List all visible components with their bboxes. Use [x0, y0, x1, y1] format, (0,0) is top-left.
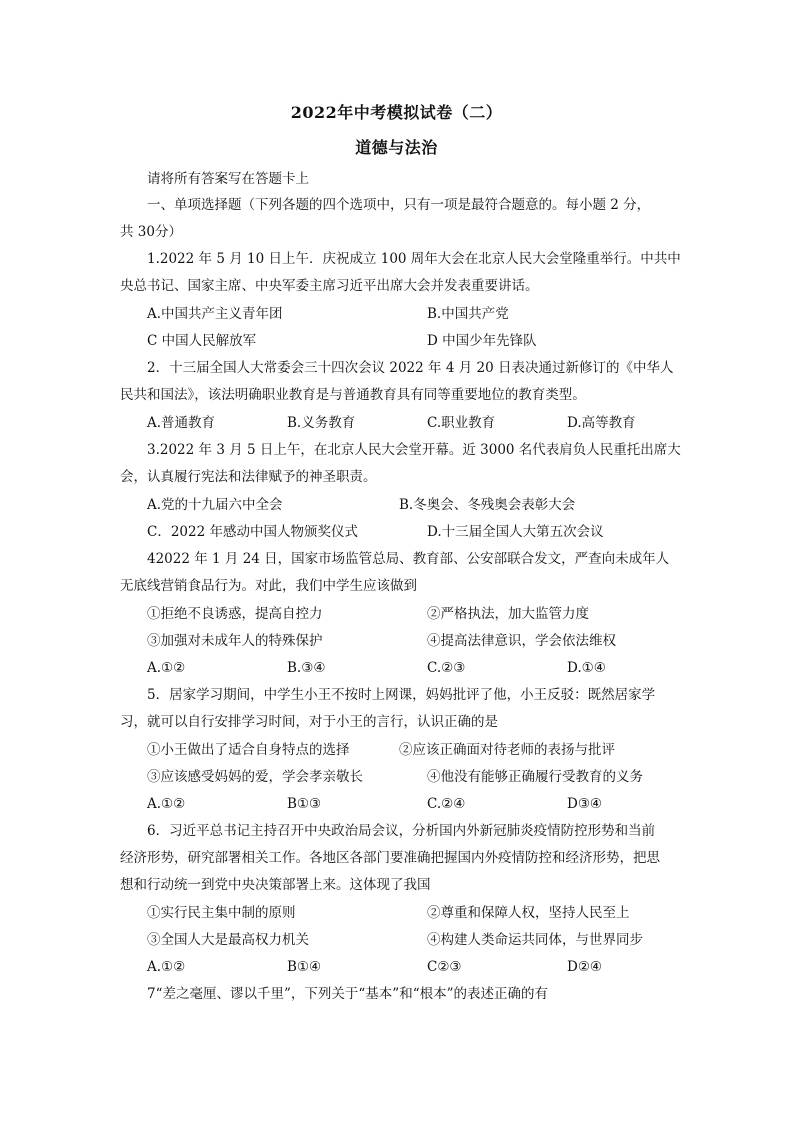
question-1-option-c: C 中国人民解放军: [147, 333, 257, 349]
question-2-stem: 2．十三届全国人大常委会三十四次会议 2022 年 4 月 20 日表决通过新修订的《中华人: [147, 360, 674, 376]
question-1-option-b: B.中国共产党: [427, 306, 509, 322]
question-3-stem-cont: 会，认真履行宪法和法律赋予的神圣职责。: [120, 469, 377, 485]
question-5-stem-cont: 习，就可以自行安排学习时间，对于小王的言行，认识正确的是: [120, 714, 498, 730]
question-7-stem: 7“差之毫厘、谬以千里”，下列关于“基本”和“根本”的表述正确的有: [147, 986, 548, 1002]
question-6-statement-1: ①实行民主集中制的原则: [147, 905, 296, 921]
exam-subject: 道德与法治: [355, 138, 438, 157]
question-1-option-a: A.中国共产主义青年团: [147, 306, 283, 322]
question-4-option-b: B.③④: [287, 660, 326, 676]
question-5-option-b: B①③: [287, 796, 322, 812]
question-6-stem: 6．习近平总书记主持召开中央政治局会议，分析国内外新冠肺炎疫情防控形势和当前: [147, 823, 656, 839]
section-heading-cont: 共 30分）: [120, 224, 182, 240]
question-4-option-c: C.②③: [427, 660, 466, 676]
question-4-stem-cont: 无底线营销食品行为。对此，我们中学生应该做到: [120, 578, 417, 594]
question-2-option-c: C.职业教育: [427, 415, 496, 431]
question-6-stem-cont: 经济形势，研究部署相关工作。各地区各部门要准确把握国内外疫情防控和经济形势，把思: [120, 850, 660, 866]
question-6-statement-4: ④构建人类命运共同体，与世界同步: [427, 932, 643, 948]
question-6-option-b: B①④: [287, 959, 322, 975]
question-4-stem: 42022 年 1 月 24 日，国家市场监管总局、教育部、公安部联合发文，严查向未成年人: [147, 551, 670, 567]
question-1-stem: 1.2022 年 5 月 10 日上午．庆祝成立 100 周年大会在北京人民大会堂隆重举行。中共中: [147, 251, 681, 267]
question-4-statement-1: ①拒绝不良诱惑，提高自控力: [147, 606, 323, 622]
question-4-option-a: A.①②: [147, 660, 186, 676]
section-heading: 一、单项选择题（下列各题的四个选项中，只有一项是最符合题意的。每小题 2 分，: [147, 197, 651, 213]
question-5-option-d: D③④: [567, 796, 603, 812]
question-6-option-a: A.①②: [147, 959, 186, 975]
question-3-option-a: A.党的十九届六中全会: [147, 497, 283, 513]
question-5-statement-3: ③应该感受妈妈的爱，学会孝亲敬长: [147, 769, 363, 785]
exam-title: 2022年中考模拟试卷（二）: [290, 103, 503, 122]
question-3-option-d: D.十三届全国人大第五次会议: [427, 524, 604, 540]
question-6-statement-2: ②尊重和保障人权，坚持人民至上: [427, 905, 630, 921]
question-2-option-a: A.普通教育: [147, 415, 216, 431]
question-4-statement-2: ②严格执法，加大监管力度: [427, 606, 589, 622]
question-5-stem: 5．居家学习期间，中学生小王不按时上网课，妈妈批评了他，小王反驳：既然居家学: [147, 687, 656, 703]
question-3-option-c: C．2022 年感动中国人物颁奖仪式: [147, 524, 358, 540]
question-2-stem-cont: 民共和国法》，该法明确职业教育是与普通教育具有同等重要地位的教育类型。: [120, 387, 586, 403]
question-6-option-c: C②③: [427, 959, 462, 975]
question-4-statement-3: ③加强对未成年人的特殊保护: [147, 633, 323, 649]
question-5-statement-2: ②应该正确面对待老师的表扬与批评: [399, 742, 615, 758]
question-1-stem-cont: 央总书记、国家主席、中央军委主席习近平出席大会并发表重要讲话。: [120, 278, 539, 294]
question-6-option-d: D②④: [567, 959, 603, 975]
question-4-statement-4: ④提高法律意识，学会依法维权: [427, 633, 616, 649]
question-6-statement-3: ③全国人大是最高权力机关: [147, 932, 309, 948]
question-5-option-c: C.②④: [427, 796, 466, 812]
question-5-statement-1: ①小王做出了适合自身特点的选择: [147, 742, 350, 758]
question-2-option-b: B.义务教育: [287, 415, 356, 431]
question-1-option-d: D 中国少年先锋队: [427, 333, 537, 349]
question-6-stem-cont-2: 想和行动统一到党中央决策部署上来。这体现了我国: [120, 877, 431, 893]
question-2-option-d: D.高等教育: [567, 415, 636, 431]
question-3-stem: 3.2022 年 3 月 5 日上午，在北京人民大会堂开幕。近 3000 名代表肩负人民重托出席大: [147, 442, 681, 458]
question-3-option-b: B.冬奥会、冬残奥会表彰大会: [399, 497, 576, 513]
question-5-option-a: A.①②: [147, 796, 186, 812]
instruction-text: 请将所有答案写在答题卡上: [147, 171, 309, 187]
question-5-statement-4: ④他没有能够正确履行受教育的义务: [427, 769, 643, 785]
question-4-option-d: D.①④: [567, 660, 606, 676]
